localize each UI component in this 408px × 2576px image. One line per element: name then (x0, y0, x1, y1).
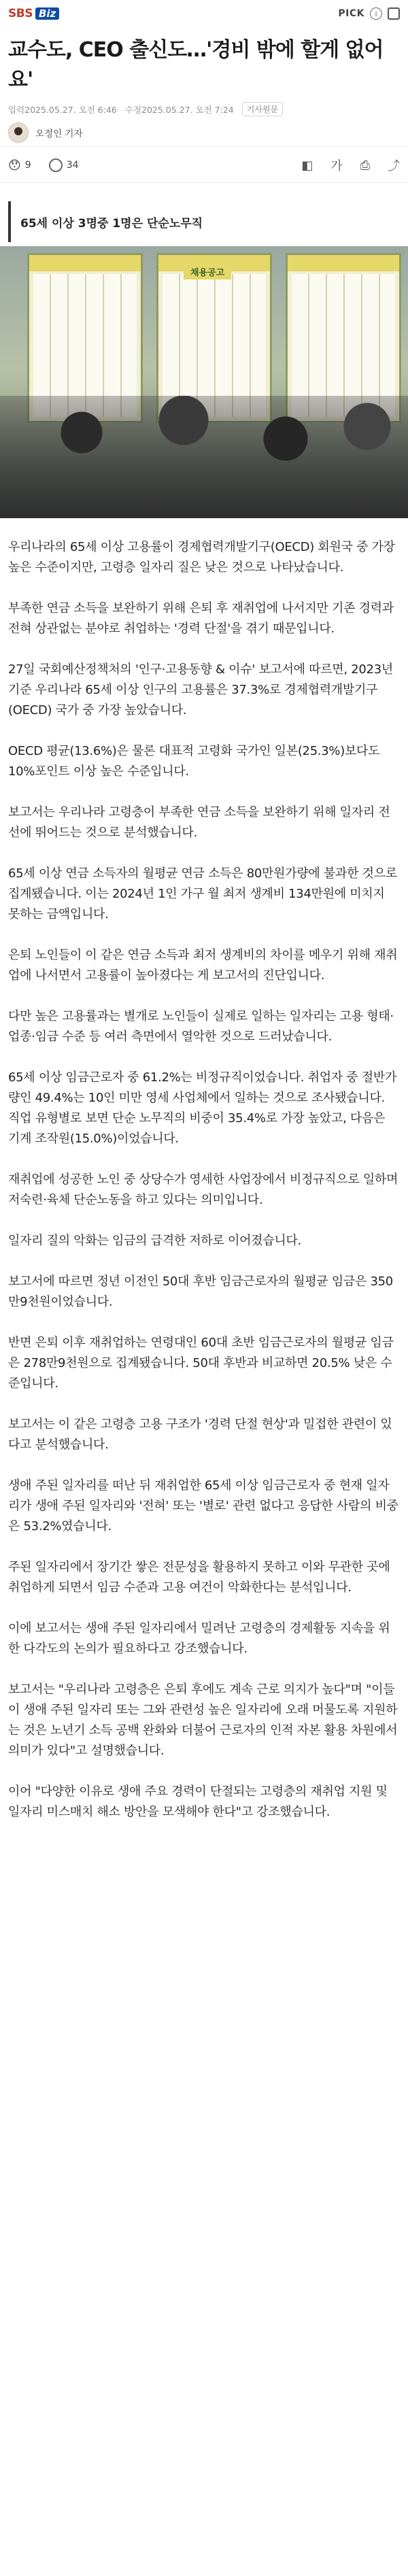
paragraph: 27일 국회예산정책처의 '인구·고용동향 & 이슈' 보고서에 따르면, 2023년 기준 우리나라 65세 이상 인구의 고용률은 37.3%로 경제협력개발기구(OECD) 국가 중 가장 높았습니다. (8, 662, 393, 717)
paragraph: 은퇴 노인들이 이 같은 연금 소득과 최저 생계비의 차이를 메우기 위해 재취업에 나서면서 고용률이 높아졌다는 게 보고서의 진단입니다. (8, 948, 398, 983)
logo-biz: Biz (35, 7, 59, 20)
paragraph: 65세 이상 임금근로자 중 61.2%는 비정규직이었습니다. 취업자 중 절반가량인 49.4%는 10인 미만 영세 사업체에서 일하는 것으로 조사됐습니다. (8, 1070, 397, 1105)
share-icon[interactable] (388, 7, 400, 20)
modified-time: 수정2025.05.27. 오전 7:24 (124, 104, 234, 115)
photo-sign-text: 채용공고 (184, 264, 231, 279)
paragraph: 생애 주된 일자리를 떠난 뒤 재취업한 65세 이상 임금근로자 중 현재 일자리가 생애 주된 일자리와 '전혀' 또는 '별로' 관련 없다고 응답한 사람의 비중은 53.2%였습니다. (8, 1478, 398, 1533)
crowd-silhouettes (0, 396, 408, 518)
comment-button[interactable] (49, 158, 79, 172)
paragraph: 다만 높은 고용률과는 별개로 노인들이 실제로 일하는 일자리는 고용 형태·업종·임금 수준 등 여러 측면에서 열악한 것으로 드러났습니다. (8, 1009, 394, 1044)
reporter-name: 오정인 기자 (35, 129, 83, 139)
sbs-biz-logo[interactable] (8, 7, 59, 20)
paragraph: 보고서는 "우리나라 고령층은 은퇴 후에도 계속 근로 의지가 높다"며 "이들이 생애 주된 일자리 또는 그와 관련성 높은 일자리에 오래 머물도록 지원하는 것은 노년기 소득 공백 완화와 더불어 근로자의 인적 자본 활용 차원에서 의미가 있다"고 설명했습니다. (8, 1682, 398, 1758)
reporter-info[interactable] (8, 122, 83, 143)
article-body (8, 537, 400, 1843)
paragraph: 보고서는 우리나라 고령층이 부족한 연금 소득을 보완하기 위해 일자리 전선에 뛰어드는 것으로 분석했습니다. (8, 805, 390, 840)
info-icon[interactable]: i (370, 7, 382, 20)
paragraph: 직업 유형별로 보면 단순 노무직의 비중이 35.4%로 가장 높았고, 다음은 기계 조작원(15.0%)이었습니다. (8, 1111, 386, 1146)
comment-count: 34 (66, 160, 79, 171)
published-time: 입력2025.05.27. 오전 6:46 (8, 104, 117, 115)
share-icon[interactable]: ⤴ (388, 159, 400, 173)
divider (0, 182, 408, 183)
paragraph: 보고서는 이 같은 고령층 고용 구조가 '경력 단절 현상'과 밀접한 관련이 있다고 분석했습니다. (8, 1417, 392, 1452)
article-title: 교수도, CEO 출신도…'경비 밖에 할게 없어요' (8, 38, 384, 92)
top-bar (0, 0, 408, 27)
logo-sbs: SBS (8, 7, 33, 20)
original-article-button[interactable]: 기사원문 (242, 102, 283, 116)
print-icon[interactable]: ⎙ (360, 158, 370, 173)
divider (0, 146, 408, 147)
article-summary: 65세 이상 3명중 1명은 단순노무직 (8, 201, 400, 242)
comment-icon (49, 158, 63, 172)
font-size-icon[interactable]: 가 (330, 159, 343, 173)
emotion-reaction-button[interactable] (8, 158, 31, 173)
paragraph: 부족한 연금 소득을 보완하기 위해 은퇴 후 재취업에 나서지만 기존 경력과 전혀 상관없는 분야로 취업하는 '경력 단절'을 겪기 때문입니다. (8, 601, 394, 636)
paragraph: 재취업에 성공한 노인 중 상당수가 영세한 사업장에서 비정규직으로 일하며 저숙련·육체 단순노동을 하고 있다는 의미입니다. (8, 1172, 398, 1207)
paragraph: 65세 이상 연금 소득자의 월평균 연금 소득은 80만원가량에 불과한 것으로 집계됐습니다. 이는 2024년 1인 가구 월 최저 생계비 134만원에 미치지 못하는 금액입니다. (8, 866, 397, 921)
reporter-avatar (8, 122, 29, 143)
article-meta (8, 102, 400, 116)
paragraph: 보고서에 따르면 정년 이전인 50대 후반 임금근로자의 월평균 임금은 350만9천원이었습니다. (8, 1274, 393, 1309)
pick-label[interactable]: PICK (338, 8, 364, 19)
paragraph: OECD 평균(13.6%)은 물론 대표적 고령화 국가인 일본(25.3%)보다도 10%포인트 이상 높은 수준입니다. (8, 744, 380, 779)
paragraph: 이에 보고서는 생애 주된 일자리에서 밀려난 고령층의 경제활동 지속을 위한 다각도의 논의가 필요하다고 강조했습니다. (8, 1621, 390, 1656)
emotion-count: 9 (24, 160, 31, 171)
subscribe-icon[interactable]: ◧ (301, 158, 313, 173)
paragraph: 반면 은퇴 이후 재취업하는 연령대인 60대 초반 임금근로자의 월평균 임금은 278만9천원으로 집계됐습니다. 50대 후반과 비교하면 20.5% 낮은 수준입니다. (8, 1336, 394, 1391)
paragraph: 이어 "다양한 이유로 생애 주요 경력이 단절되는 고령층의 재취업 지원 및 일자리 미스매치 해소 방안을 모색해야 한다"고 강조했습니다. (8, 1784, 388, 1819)
reaction-bar (8, 156, 400, 174)
article-photo[interactable] (0, 246, 408, 518)
paragraph: 일자리 질의 악화는 임금의 급격한 저하로 이어졌습니다. (8, 1234, 301, 1248)
top-right-controls (338, 7, 400, 20)
emotion-icon: 😯 (8, 158, 21, 173)
paragraph: 주된 일자리에서 장기간 쌓은 전문성을 활용하지 못하고 이와 무관한 곳에 취업하게 되면서 임금 수준과 고용 여건이 악화한다는 분석입니다. (8, 1560, 390, 1595)
paragraph: 우리나라의 65세 이상 고용률이 경제협력개발기구(OECD) 회원국 중 가장 높은 수준이지만, 고령층 일자리 질은 낮은 것으로 나타났습니다. (8, 540, 395, 575)
